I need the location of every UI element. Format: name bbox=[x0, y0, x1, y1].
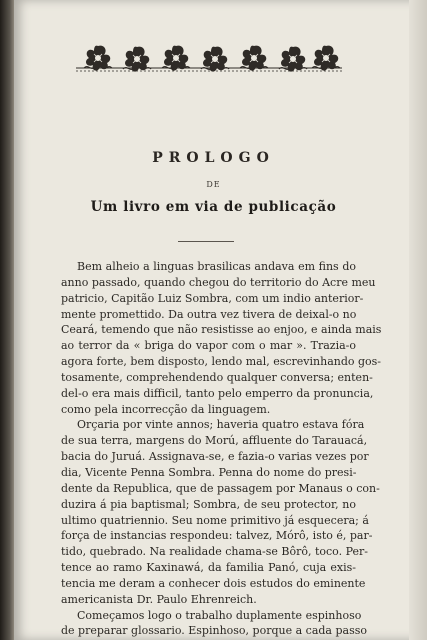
section-rule bbox=[178, 241, 234, 242]
text-line: de preparar glossario. Espinhoso, porque a cada passo bbox=[61, 624, 367, 638]
text-line: patricio, Capitão Luiz Sombra, com um indio anterior- bbox=[61, 291, 364, 305]
text-line: ultimo quatriennio. Seu nome primitivo já esquecera; á bbox=[61, 513, 369, 527]
text-line: Bem alheio a linguas brasilicas andava em fins do bbox=[77, 260, 356, 273]
text-line: como pela incorrecção da linguagem. bbox=[61, 402, 271, 416]
text-line: tosamente, comprehendendo qualquer conversa; enten- bbox=[61, 370, 373, 384]
page-edge bbox=[409, 0, 427, 640]
chapter-heading: PROLOGO bbox=[152, 150, 275, 166]
text-line: tido, quebrado. Na realidade chama-se Bôrô, toco. Per- bbox=[61, 545, 369, 559]
text-line: Ceará, temendo que não resistisse ao enjoo, e ainda mais bbox=[61, 323, 382, 337]
paragraph bbox=[61, 417, 380, 607]
ornament-flower bbox=[84, 46, 112, 71]
ornament-flower bbox=[201, 47, 229, 72]
text-line: Orçaria por vinte annos; haveria quatro estava fóra bbox=[77, 418, 365, 432]
body-text bbox=[61, 259, 382, 639]
text-line: Começamos logo o trabalho duplamente espinhoso bbox=[77, 608, 362, 622]
text-line: duzira á pia baptismal; Sombra, de seu protector, no bbox=[61, 497, 356, 511]
text-line: bacia do Juruá. Assignava-se, e fazia-o varias vezes por bbox=[61, 450, 369, 464]
text-line: ao terror da « briga do vapor com o mar ». Trazia-o bbox=[61, 339, 356, 353]
ornament-flower bbox=[312, 46, 340, 71]
text-line: dia, Vicente Penna Sombra. Penna do nome do presi- bbox=[61, 465, 357, 479]
text-line: força de instancias respondeu: talvez, Mórô, isto é, par- bbox=[61, 529, 373, 543]
chapter-subtitle: Um livro em via de publicação bbox=[90, 199, 337, 215]
ornament-flower bbox=[123, 47, 151, 72]
floral-ornament-band bbox=[74, 38, 344, 86]
heading-connector: DE bbox=[206, 180, 221, 189]
text-line: anno passado, quando chegou do territorio do Acre meu bbox=[61, 275, 376, 289]
text-line: del-o era mais difficil, tanto pelo emperro da pronuncia, bbox=[61, 386, 374, 400]
ornament-flower bbox=[240, 46, 268, 71]
paragraph bbox=[61, 608, 367, 640]
text-line: tence ao ramo Kaxinawá, da familia Panó, cuja exis- bbox=[61, 561, 356, 575]
text-line: dente da Republica, que de passagem por Manaus o con- bbox=[61, 481, 380, 495]
text-line: mente promettido. Da outra vez tivera de deixal-o no bbox=[61, 307, 357, 321]
text-line: tencia me deram a conhecer dois estudos do eminente bbox=[61, 576, 366, 590]
text-line: agora forte, bem disposto, lendo mal, escrevinhando gos- bbox=[61, 355, 382, 369]
ornament-flower bbox=[162, 46, 190, 71]
text-line: de sua terra, margens do Morú, affluente do Tarauacá, bbox=[61, 434, 368, 448]
paragraph bbox=[61, 259, 382, 417]
text-line: americanista Dr. Paulo Ehrenreich. bbox=[61, 592, 257, 606]
ornament-flower bbox=[279, 47, 307, 72]
book-gutter-shadow bbox=[0, 0, 14, 640]
